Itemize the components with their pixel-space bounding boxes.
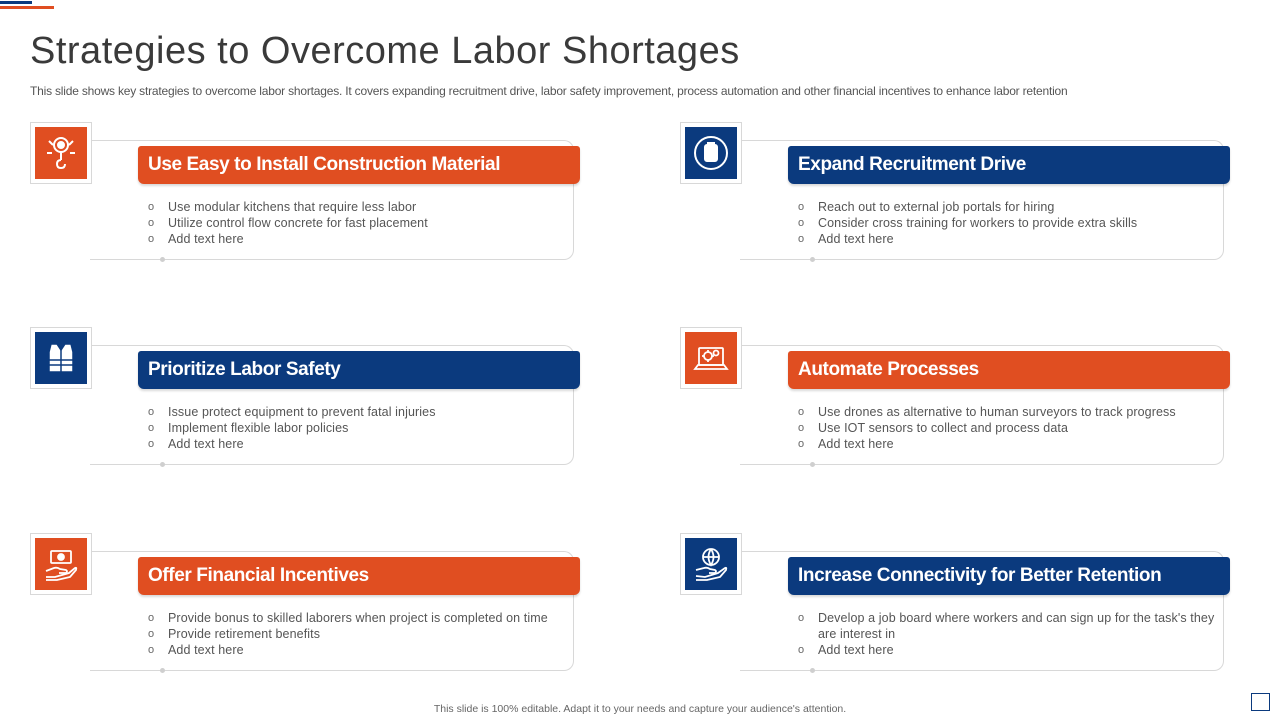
accent-bar-blue bbox=[0, 1, 32, 4]
card-icon-box bbox=[680, 122, 742, 184]
list-item: o Add text here bbox=[798, 436, 1228, 452]
list-item: o Reach out to external job portals for hiring bbox=[798, 199, 1228, 215]
list-item: o Implement flexible labor policies bbox=[148, 420, 578, 436]
slide-subtitle: This slide shows key strategies to overcome labor shortages. It covers expanding recruitment drive, labor safety improvement, process automation and other financial incentives to enhance labor retention bbox=[30, 84, 1068, 98]
card-heading: Offer Financial Incentives bbox=[138, 557, 580, 595]
list-item: o Consider cross training for workers to provide extra skills bbox=[798, 215, 1228, 231]
list-item: o Provide retirement benefits bbox=[148, 626, 578, 642]
card-bullet-list bbox=[798, 199, 1228, 247]
card-bullet-list bbox=[798, 404, 1228, 452]
card-icon-box bbox=[680, 327, 742, 389]
accent-bar-orange bbox=[0, 6, 54, 9]
card-heading: Use Easy to Install Construction Material bbox=[138, 146, 580, 184]
card-bullet-list bbox=[798, 610, 1228, 658]
card-heading: Increase Connectivity for Better Retention bbox=[788, 557, 1230, 595]
list-item: o Add text here bbox=[148, 436, 578, 452]
list-item: o Use modular kitchens that require less labor bbox=[148, 199, 578, 215]
card-bullet-list bbox=[148, 610, 578, 658]
slide-title: Strategies to Overcome Labor Shortages bbox=[30, 30, 740, 72]
list-item: o Add text here bbox=[798, 231, 1228, 247]
card-bullet-list bbox=[148, 404, 578, 452]
card-icon-box bbox=[680, 533, 742, 595]
list-item: o Utilize control flow concrete for fast placement bbox=[148, 215, 578, 231]
strategy-card-construction-material bbox=[30, 122, 590, 272]
list-item: o Issue protect equipment to prevent fatal injuries bbox=[148, 404, 578, 420]
card-icon-box bbox=[30, 122, 92, 184]
strategy-card-automate-processes bbox=[680, 327, 1240, 477]
corner-square bbox=[1251, 693, 1270, 711]
list-item: o Use drones as alternative to human surveyors to track progress bbox=[798, 404, 1228, 420]
card-heading: Prioritize Labor Safety bbox=[138, 351, 580, 389]
card-heading: Automate Processes bbox=[788, 351, 1230, 389]
card-heading: Expand Recruitment Drive bbox=[788, 146, 1230, 184]
card-bullet-list bbox=[148, 199, 578, 247]
strategy-card-recruitment-drive bbox=[680, 122, 1240, 272]
list-item: o Provide bonus to skilled laborers when project is completed on time bbox=[148, 610, 578, 626]
list-item: o Add text here bbox=[798, 642, 1228, 658]
list-item: o Add text here bbox=[148, 642, 578, 658]
strategy-card-labor-safety bbox=[30, 327, 590, 477]
strategy-card-financial-incentives bbox=[30, 533, 590, 683]
cash-in-hand-icon bbox=[41, 544, 81, 584]
list-item: o Develop a job board where workers and can sign up for the task's they are interest in bbox=[798, 610, 1228, 642]
safety-vest-icon bbox=[41, 338, 81, 378]
laptop-gears-icon bbox=[691, 338, 731, 378]
list-item: o Use IOT sensors to collect and process data bbox=[798, 420, 1228, 436]
card-icon-box bbox=[30, 327, 92, 389]
slide-footer: This slide is 100% editable. Adapt it to your needs and capture your audience's attention. bbox=[433, 703, 847, 715]
strategy-card-connectivity-retention bbox=[680, 533, 1240, 683]
hand-with-globe-icon bbox=[691, 544, 731, 584]
id-badge-icon bbox=[691, 133, 731, 173]
list-item: o Add text here bbox=[148, 231, 578, 247]
top-accent-bars bbox=[0, 0, 60, 9]
card-icon-box bbox=[30, 533, 92, 595]
crane-hook-icon bbox=[41, 133, 81, 173]
